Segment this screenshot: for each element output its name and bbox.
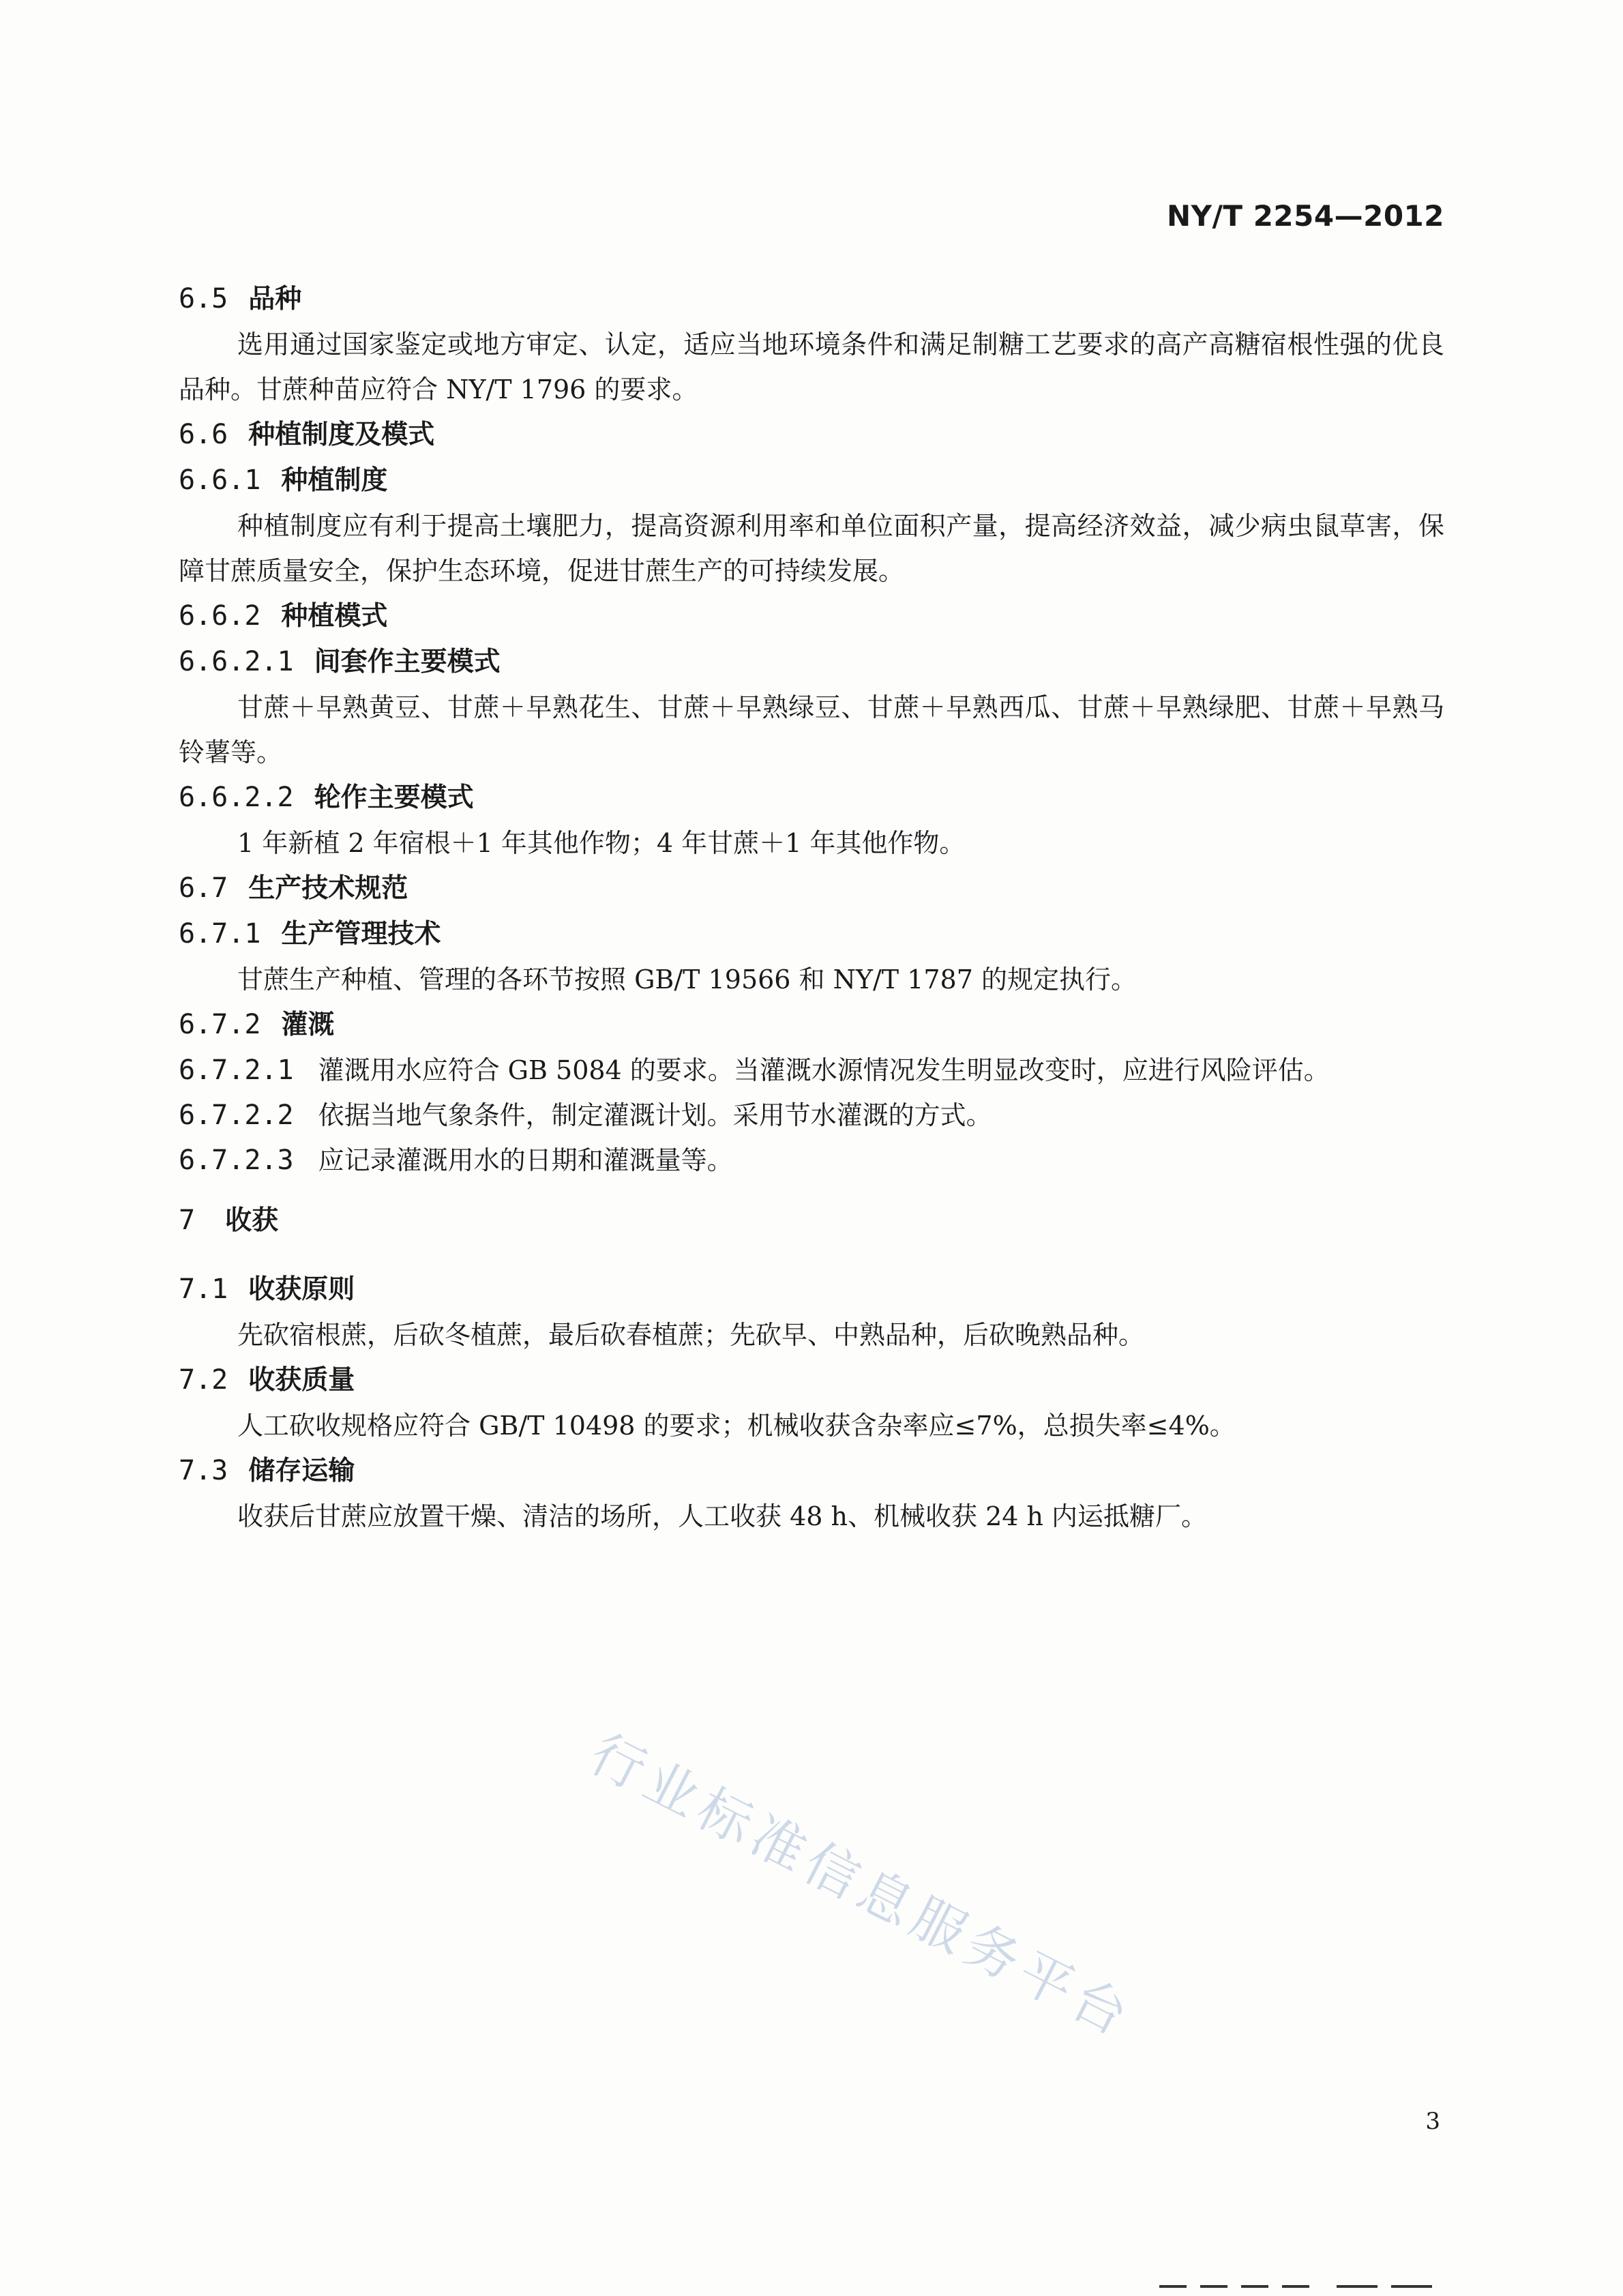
scan-mark — [1200, 2285, 1227, 2288]
clause-number: 6.7.2.2 — [179, 1100, 294, 1131]
heading-number: 6.6.2 — [179, 600, 261, 632]
paragraph-6-6-2-2: 1 年新植 2 年宿根＋1 年其他作物；4 年甘蔗＋1 年其他作物。 — [237, 828, 966, 858]
heading-title: 品种 — [248, 284, 302, 314]
heading-6-6-2 — [179, 593, 1444, 639]
heading-6-7-2 — [179, 1002, 1444, 1048]
clause-6-7-2-1 — [179, 1048, 1444, 1093]
heading-title: 储存运输 — [248, 1456, 355, 1486]
clause-number: 6.7.2.3 — [179, 1145, 294, 1176]
paragraph-6-6-2-1: 甘蔗＋早熟黄豆、甘蔗＋早熟花生、甘蔗＋早熟绿豆、甘蔗＋早熟西瓜、甘蔗＋早熟绿肥、甘蔗＋早熟马铃薯等。 — [179, 692, 1444, 767]
heading-number: 7.3 — [179, 1455, 228, 1486]
heading-number: 6.6.2.1 — [179, 646, 294, 677]
heading-7-1 — [179, 1267, 1444, 1312]
watermark: 行业标准信息服务平台 — [580, 1723, 1143, 2050]
heading-6-6-1 — [179, 458, 1444, 503]
clause-6-7-2-2 — [179, 1093, 1444, 1138]
heading-title: 收获质量 — [248, 1365, 355, 1396]
heading-number: 7.2 — [179, 1364, 228, 1396]
scan-mark — [1337, 2285, 1378, 2288]
heading-7-3 — [179, 1448, 1444, 1494]
heading-6-7 — [179, 866, 1444, 911]
heading-6-7-1 — [179, 911, 1444, 957]
clause-text: 灌溉用水应符合 GB 5084 的要求。当灌溉水源情况发生明显改变时，应进行风险评估。 — [318, 1055, 1330, 1085]
paragraph-7-2: 人工砍收规格应符合 GB/T 10498 的要求；机械收获含杂率应≤7%，总损失率≤4%。 — [237, 1411, 1236, 1441]
clause-text: 应记录灌溉用水的日期和灌溉量等。 — [318, 1145, 733, 1175]
heading-title: 收获原则 — [248, 1274, 355, 1305]
clause-6-7-2-3 — [179, 1138, 1444, 1183]
paragraph-6-6-1: 种植制度应有利于提高土壤肥力，提高资源利用率和单位面积产量，提高经济效益，减少病虫鼠草害，保障甘蔗质量安全，保护生态环境，促进甘蔗生产的可持续发展。 — [179, 511, 1444, 586]
heading-6-6 — [179, 412, 1444, 458]
paragraph-7-3: 收获后甘蔗应放置干燥、清洁的场所，人工收获 48 h、机械收获 24 h 内运抵糖厂。 — [237, 1501, 1208, 1531]
paragraph-7-1: 先砍宿根蔗，后砍冬植蔗，最后砍春植蔗；先砍早、中熟品种，后砍晚熟品种。 — [237, 1320, 1145, 1350]
heading-number: 7.1 — [179, 1274, 228, 1305]
heading-number: 6.7.1 — [179, 918, 261, 950]
heading-number: 6.7 — [179, 872, 228, 904]
clause-number: 6.7.2.1 — [179, 1055, 294, 1086]
heading-6-6-2-2 — [179, 775, 1444, 821]
heading-title: 灌溉 — [281, 1010, 335, 1040]
paragraph-6-5: 选用通过国家鉴定或地方审定、认定，适应当地环境条件和满足制糖工艺要求的高产高糖宿根性强的优良品种。甘蔗种苗应符合 NY/T 1796 的要求。 — [179, 329, 1444, 404]
standard-code: NY/T 2254—2012 — [1167, 199, 1444, 233]
paragraph-6-7-1: 甘蔗生产种植、管理的各环节按照 GB/T 19566 和 NY/T 1787 的规定执行。 — [237, 965, 1137, 995]
heading-title: 生产管理技术 — [281, 919, 441, 950]
page-number: 3 — [1425, 2108, 1440, 2135]
heading-title: 轮作主要模式 — [314, 782, 474, 813]
heading-title: 种植制度及模式 — [248, 420, 435, 450]
heading-title: 间套作主要模式 — [314, 647, 501, 677]
heading-7-2 — [179, 1357, 1444, 1403]
heading-number: 6.5 — [179, 283, 228, 314]
heading-number: 6.7.2 — [179, 1009, 261, 1040]
heading-title: 种植模式 — [281, 601, 388, 632]
scan-mark — [1241, 2285, 1268, 2288]
heading-7 — [179, 1198, 1444, 1243]
heading-number: 6.6 — [179, 419, 228, 450]
scan-mark — [1159, 2285, 1187, 2288]
heading-number: 7 — [179, 1205, 196, 1236]
heading-title: 收获 — [225, 1205, 279, 1236]
document-body — [179, 276, 1444, 1539]
heading-6-6-2-1 — [179, 639, 1444, 685]
heading-title: 种植制度 — [281, 465, 388, 496]
heading-title: 生产技术规范 — [248, 873, 408, 904]
scan-mark — [1282, 2285, 1309, 2288]
heading-6-5 — [179, 276, 1444, 322]
heading-number: 6.6.1 — [179, 465, 261, 496]
scan-mark — [1391, 2285, 1432, 2288]
heading-number: 6.6.2.2 — [179, 782, 294, 813]
clause-text: 依据当地气象条件，制定灌溉计划。采用节水灌溉的方式。 — [318, 1100, 992, 1130]
